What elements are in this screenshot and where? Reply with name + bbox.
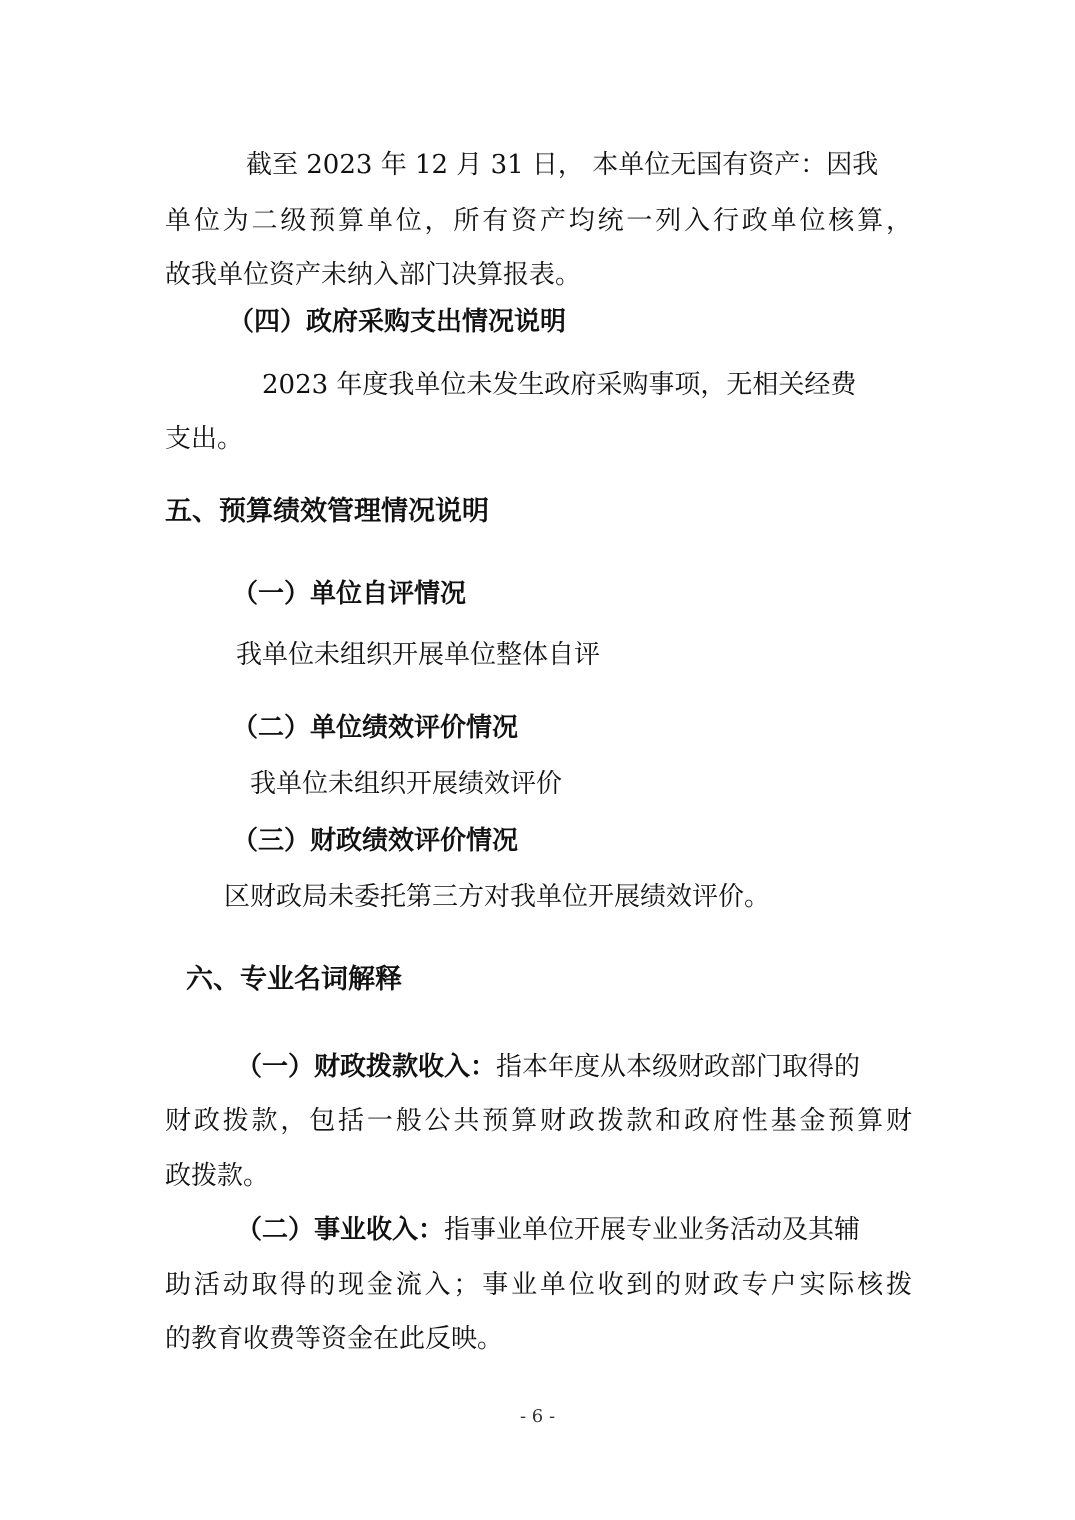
section-6-title: 六、专业名词解释: [186, 964, 402, 995]
term-1-line-2: 财政拨款，包括一般公共预算财政拨款和政府性基金预算财: [165, 1106, 912, 1136]
term-2-definition-start: 指事业单位开展专业业务活动及其辅: [444, 1215, 861, 1245]
assets-paragraph-line-3: 故我单位资产未纳入部门决算报表。: [165, 260, 582, 290]
term-1-label: （一）财政拨款收入：: [236, 1052, 497, 1082]
term-2-line-1: [236, 1213, 860, 1247]
section-5-sub2-text: 我单位未组织开展绩效评价: [250, 769, 563, 799]
section-5-sub3-heading: （三）财政绩效评价情况: [232, 826, 519, 856]
procurement-heading: （四）政府采购支出情况说明: [228, 307, 567, 337]
section-5-title: 五、预算绩效管理情况说明: [165, 496, 489, 527]
section-5-sub3-text: 区财政局未委托第三方对我单位开展绩效评价。: [224, 882, 771, 912]
term-2-label: （二）事业收入：: [236, 1215, 445, 1245]
section-5-sub1-text: 我单位未组织开展单位整体自评: [236, 640, 601, 670]
section-5-sub2-heading: （二）单位绩效评价情况: [232, 713, 519, 743]
term-2-line-2: 助活动取得的现金流入；事业单位收到的财政专户实际核拨: [165, 1270, 912, 1300]
term-2-line-3: 的教育收费等资金在此反映。: [165, 1324, 504, 1354]
procurement-text-line-2: 支出。: [165, 424, 244, 454]
assets-paragraph-line-1: 截至 2023 年 12 月 31 日， 本单位无国有资产：因我: [246, 150, 879, 180]
section-5-sub1-heading: （一）单位自评情况: [232, 579, 467, 609]
term-1-definition-start: 指本年度从本级财政部门取得的: [496, 1052, 861, 1082]
page-number: - 6 -: [519, 1406, 556, 1427]
term-1-line-3: 政拨款。: [165, 1161, 270, 1191]
assets-paragraph-line-2: 单位为二级预算单位，所有资产均统一列入行政单位核算，: [165, 206, 912, 236]
term-1-line-1: [236, 1050, 860, 1084]
procurement-text-line-1: 2023 年度我单位未发生政府采购事项，无相关经费: [262, 370, 857, 400]
